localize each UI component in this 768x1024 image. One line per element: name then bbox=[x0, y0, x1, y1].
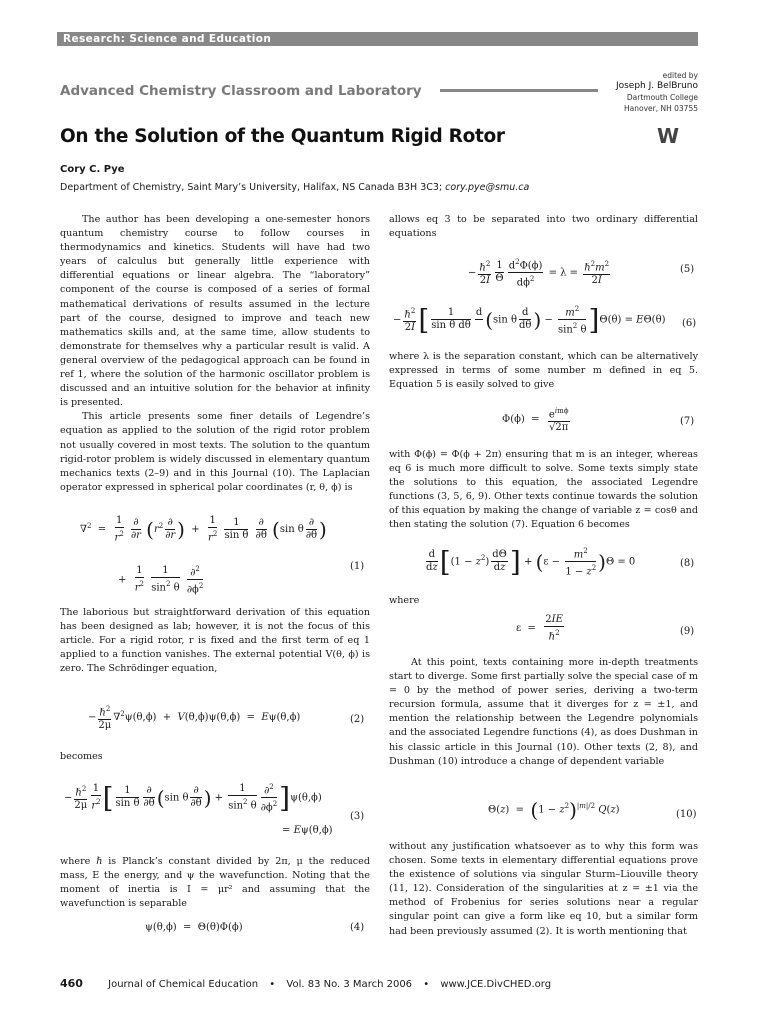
equation-1-line-2: + $\frac{1}{r^2}$ $\frac{1}{\sin^2 \theta}$ $\frac{\partial^2}{\partial\phi^2}$ bbox=[118, 565, 204, 596]
left-paragraph-5-block bbox=[60, 855, 370, 911]
equation-3-line-2: = Eψ(θ,ϕ) bbox=[282, 825, 333, 836]
right-paragraph-2-block bbox=[389, 350, 698, 392]
web-enhanced-w-icon: W bbox=[657, 124, 680, 148]
edited-by-label: edited by bbox=[662, 71, 698, 80]
section-bar: Research: Science and Education bbox=[57, 32, 698, 46]
right-paragraph-1: allows eq 3 to be separated into two ordinary differential equations bbox=[389, 214, 698, 240]
equation-4: ψ(θ,ϕ) = Θ(θ)Φ(ϕ) bbox=[145, 922, 243, 933]
left-paragraph-2: This article presents some finer details of Legendre’s equation as applied to the solution of the rigid rotor problem not usually covered in most texts. The solution to the quantum rigid-rotor problem is widely discussed in elementary quantum mechanics texts (2–9) and in this Journal (10). The Laplacian operator expressed in spherical polar coordinates (r, θ, ϕ) is bbox=[60, 411, 370, 493]
equation-number-1: (1) bbox=[350, 561, 365, 572]
editor-location: Hanover, NH 03755 bbox=[624, 104, 698, 113]
section-title-row bbox=[60, 80, 440, 100]
equation-8: $\frac{d}{dz}$ [$(1 - z^2)$ $\frac{d\Theta}{dz}$ ] + (ε − $\frac{m^2}{1 - z^2}$ )Θ = 0 bbox=[426, 545, 636, 579]
right-paragraph-3: with Φ(ϕ) = Φ(ϕ + 2π) ensuring that m is an integer, whereas eq 6 is much more difficult to solve. Some texts simply state the solutions to this equation, the associated Legendre functions (3, 5, 6, 9). Other texts continue towards the solution of this equation by making the change of variable z = cosθ and then stating the solution (7). Equation 6 becomes bbox=[389, 449, 698, 531]
right-paragraph-2: where λ is the separation constant, which can be alternatively expressed in terms of some number m defined in eq 5. Equation 5 is easily solved to give bbox=[389, 351, 698, 391]
left-paragraph-4: becomes bbox=[60, 751, 103, 762]
equation-9: ε = $\frac{2IE}{\hbar^2}$ bbox=[516, 614, 563, 643]
page-number: 460 bbox=[60, 977, 83, 990]
equation-number-3: (3) bbox=[350, 811, 365, 822]
footer-bullet: • bbox=[269, 979, 276, 990]
article-title: On the Solution of the Quantum Rigid Rotor bbox=[60, 126, 505, 147]
equation-7: Φ(ϕ) = $\frac{e^{im\phi}}{√2\pi}$ bbox=[502, 407, 569, 434]
footer-bullet: • bbox=[423, 979, 430, 990]
equation-1-line-1: ∇$^2$ = $\frac{1}{r^2}$ $\frac{\partial}{\partial r}$ ($r^2$ $\frac{\partial}{\partial r}$ ) + $\frac{1}{r^2}$ $\frac{1}{\text{sin θ}}$ $\frac{\partial}{\partial\theta}$ (sin θ $\frac{\partial}{\partial\theta}$ ) bbox=[80, 515, 327, 544]
equation-5: − $\frac{\hbar^2}{2I}$ $\frac{1}{\Theta}$ $\frac{d^2\Phi(\phi)}{d\phi^2}$ = λ = $\frac{\hbar^2m^2}{2I}$ bbox=[468, 258, 610, 289]
equation-number-4: (4) bbox=[350, 922, 365, 933]
journal-issue: Vol. 83 No. 3 March 2006 bbox=[286, 979, 413, 990]
equation-2: − $\frac{\hbar^2}{2\mu}$ ∇$^2$ψ(θ,ϕ) + V(θ,ϕ)ψ(θ,ϕ) = Eψ(θ,ϕ) bbox=[88, 705, 301, 732]
journal-name: Journal of Chemical Education bbox=[108, 979, 259, 990]
right-paragraph-4-block bbox=[389, 594, 698, 608]
equation-number-7: (7) bbox=[680, 416, 695, 427]
author-email[interactable]: cory.pye@smu.ca bbox=[445, 182, 530, 193]
equation-6: − $\frac{\hbar^2}{2I}$ [ $\frac{1}{\text{sin θ dθ}}$ d (sin θ $\frac{d}{d\theta}$ ) − $\frac{m^2}{\sin^2 \theta}$ ]Θ(θ) = EΘ(θ) bbox=[393, 303, 666, 337]
editor-block bbox=[616, 70, 698, 114]
author-name: Cory C. Pye bbox=[60, 164, 125, 175]
left-paragraph-3-block bbox=[60, 606, 370, 676]
affiliation-text: Department of Chemistry, Saint Mary’s University, Halifax, NS Canada B3H 3C3; bbox=[60, 182, 443, 193]
section-title: Advanced Chemistry Classroom and Laboratory bbox=[60, 83, 422, 99]
page-footer bbox=[60, 977, 700, 990]
left-paragraph-1-block bbox=[60, 213, 370, 495]
equation-10: $\Theta(z) = (1 - z^2)^{|m|/2}$ Q(z) bbox=[488, 798, 620, 822]
journal-url[interactable]: www.JCE.DivCHED.org bbox=[440, 979, 552, 990]
left-paragraph-3: The laborious but straightforward derivation of this equation has been designed as lab; however, it is not the focus of this article. For a rigid rotor, r is fixed and the first term of eq 1 applied to a function vanishes. The external potential V(θ, ϕ) is zero. The Schrödinger equation, bbox=[60, 607, 370, 675]
left-paragraph-1: The author has been developing a one-semester honors quantum chemistry course to follow courses in thermodynamics and kinetics. Students will have had two years of calculus but generally little experience with differential equations or linear algebra. The “laboratory” component of the course is composed of a series of formal mathematical derivations of results assumed in the lecture part of the course, designed to improve and teach new mathematics skills and, at the same time, allow students to demonstrate for themselves why a particular result is valid. A general overview of the pedagogical approach can be found in ref 1, where the solution of the harmonic oscillator problem is discussed and an intuitive solution for the behavior at infinity is presented. bbox=[60, 214, 370, 409]
equation-3-line-1: − $\frac{\hbar^2}{2\mu}$ $\frac{1}{r^2}$ [ $\frac{1}{\text{sin θ}}$ $\frac{\partial}{\partial\theta}$ (sin θ $\frac{\partial}{\partial\theta}$ ) + $\frac{1}{\sin^2 \theta}$ $\frac{\partial^2}{\partial\phi^2}$ ]ψ(θ,ϕ) bbox=[64, 781, 322, 815]
right-paragraph-5: At this point, texts containing more in-depth treatments start to diverge. Some first partially solve the special case of m = 0 by the method of power series, deriving a two-term recursion formula, assume that it diverges for z = ±1, and mention the relationship between the Legendre polynomials and the associated Legendre functions (4), as does Dushman in his classic article in this Journal (10). Other texts (2, 8), and Dushman (10) introduce a change of dependent variable bbox=[389, 657, 698, 767]
editor-institution: Dartmouth College bbox=[626, 93, 698, 102]
right-paragraph-1-block bbox=[389, 213, 698, 241]
right-paragraph-5-block bbox=[389, 656, 698, 769]
equation-number-10: (10) bbox=[676, 809, 697, 820]
equation-number-6: (6) bbox=[682, 318, 697, 329]
right-paragraph-6: without any justification whatsoever as to why this form was chosen. Some texts in elementary differential equations prove the existence of solutions via singular Sturm–Liouville theory (11, 12). Consideration of the singularities at z = ±1 via the method of Frobenius for series solutions near a regular singular point can give a form like eq 10, but a similar form had been previously assumed (2). It is worth mentioning that bbox=[389, 841, 698, 937]
equation-number-9: (9) bbox=[680, 626, 695, 637]
section-rule bbox=[440, 89, 598, 92]
author-affiliation bbox=[60, 182, 529, 193]
left-paragraph-5: where ℏ is Planck’s constant divided by 2π, μ the reduced mass, E the energy, and ψ the wavefunction. Noting that the moment of inertia is I = μr² and assuming that the wavefunction is separable bbox=[60, 856, 370, 910]
right-paragraph-4: where bbox=[389, 595, 420, 606]
equation-number-5: (5) bbox=[680, 264, 695, 275]
right-paragraph-3-block bbox=[389, 448, 698, 533]
left-paragraph-4-block bbox=[60, 750, 370, 764]
equation-number-2: (2) bbox=[350, 714, 365, 725]
equation-number-8: (8) bbox=[680, 558, 695, 569]
editor-name: Joseph J. BelBruno bbox=[615, 81, 698, 91]
right-paragraph-6-block bbox=[389, 840, 698, 939]
